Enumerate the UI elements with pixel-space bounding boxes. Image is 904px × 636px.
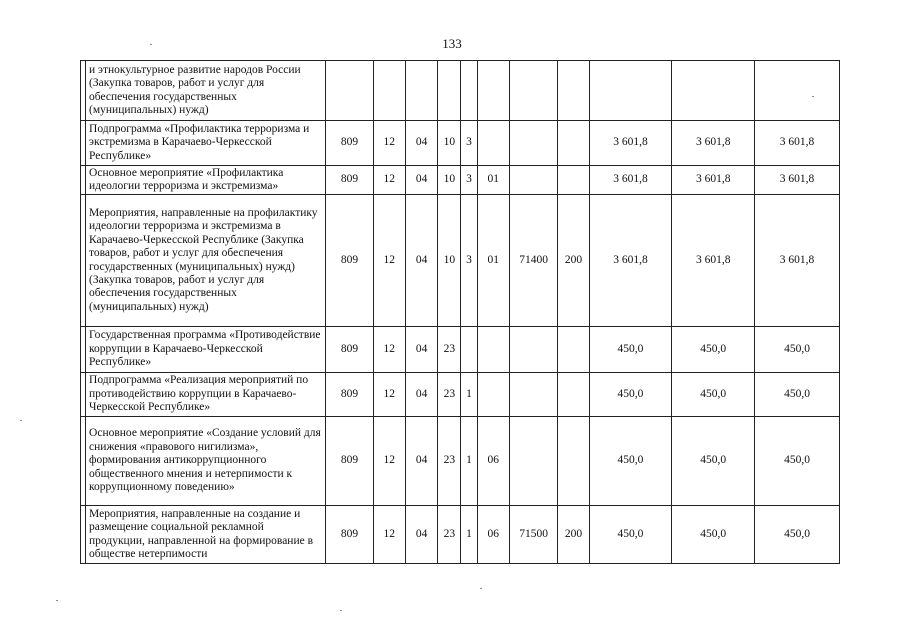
amount-year-2: 3 601,8 — [672, 166, 755, 195]
subprogram-code: 3 — [461, 195, 477, 327]
expense-type-code: 200 — [558, 506, 589, 564]
scan-speck — [150, 44, 152, 45]
page-number: 133 — [442, 36, 462, 51]
direction-code — [509, 417, 557, 506]
section-code: 12 — [373, 121, 405, 166]
table-row — [81, 166, 840, 195]
subprogram-code: 3 — [461, 166, 477, 195]
table-row — [81, 417, 840, 506]
table-row — [81, 373, 840, 417]
scan-speck — [480, 588, 482, 589]
program-code: 23 — [438, 506, 461, 564]
ministry-code: 809 — [326, 327, 373, 373]
scan-speck — [56, 600, 58, 601]
subprogram-code: 3 — [461, 121, 477, 166]
subsection-code: 04 — [405, 506, 437, 564]
table-row — [81, 61, 840, 121]
subprogram-code: 1 — [461, 506, 477, 564]
item-name: Государственная программа «Противодействие коррупции в Карачаево-Черкесской Республике» — [86, 327, 326, 373]
item-name: Подпрограмма «Профилактика терроризма и экстремизма в Карачаево-Черкесской Республике» — [86, 121, 326, 166]
subsection-code — [405, 61, 437, 121]
amount-year-3: 450,0 — [755, 373, 840, 417]
amount-year-1: 450,0 — [589, 417, 672, 506]
subprogram-code: 1 — [461, 417, 477, 506]
amount-year-3: 450,0 — [755, 506, 840, 564]
program-code: 23 — [438, 327, 461, 373]
subsection-code: 04 — [405, 121, 437, 166]
subsection-code: 04 — [405, 327, 437, 373]
section-code — [373, 61, 405, 121]
program-code: 23 — [438, 417, 461, 506]
ministry-code: 809 — [326, 417, 373, 506]
amount-year-3 — [755, 61, 840, 121]
amount-year-1: 3 601,8 — [589, 121, 672, 166]
section-code: 12 — [373, 417, 405, 506]
ministry-code: 809 — [326, 166, 373, 195]
amount-year-1: 3 601,8 — [589, 195, 672, 327]
direction-code — [509, 166, 557, 195]
direction-code — [509, 373, 557, 417]
direction-code — [509, 327, 557, 373]
table-row — [81, 327, 840, 373]
amount-year-1: 3 601,8 — [589, 166, 672, 195]
subsection-code: 04 — [405, 373, 437, 417]
expense-type-code — [558, 166, 589, 195]
ministry-code: 809 — [326, 506, 373, 564]
amount-year-1: 450,0 — [589, 506, 672, 564]
scan-speck — [340, 610, 342, 611]
direction-code — [509, 61, 557, 121]
ministry-code — [326, 61, 373, 121]
section-code: 12 — [373, 166, 405, 195]
item-name: Подпрограмма «Реализация мероприятий по противодействию коррупции в Карачаево-Черкесской Республике» — [86, 373, 326, 417]
amount-year-2: 450,0 — [672, 506, 755, 564]
subprogram-code — [461, 61, 477, 121]
program-code: 10 — [438, 121, 461, 166]
section-code: 12 — [373, 195, 405, 327]
event-code — [477, 327, 509, 373]
section-code: 12 — [373, 373, 405, 417]
amount-year-3: 3 601,8 — [755, 121, 840, 166]
direction-code — [509, 121, 557, 166]
table-body — [81, 61, 840, 564]
amount-year-2 — [672, 61, 755, 121]
section-code: 12 — [373, 327, 405, 373]
budget-table — [80, 60, 840, 564]
subprogram-code — [461, 327, 477, 373]
ministry-code: 809 — [326, 373, 373, 417]
subsection-code: 04 — [405, 195, 437, 327]
amount-year-3: 450,0 — [755, 327, 840, 373]
program-code: 10 — [438, 166, 461, 195]
expense-type-code: 200 — [558, 195, 589, 327]
amount-year-2: 450,0 — [672, 373, 755, 417]
amount-year-2: 450,0 — [672, 417, 755, 506]
expense-type-code — [558, 61, 589, 121]
event-code: 01 — [477, 166, 509, 195]
expense-type-code — [558, 373, 589, 417]
direction-code: 71500 — [509, 506, 557, 564]
amount-year-1: 450,0 — [589, 327, 672, 373]
amount-year-2: 3 601,8 — [672, 121, 755, 166]
scan-speck — [812, 96, 814, 97]
event-code — [477, 121, 509, 166]
amount-year-2: 450,0 — [672, 327, 755, 373]
item-name: Основное мероприятие «Создание условий для снижения «правового нигилизма», формирования антикоррупционного общественного мнения и нетерпимости к коррупционному поведению» — [86, 417, 326, 506]
event-code — [477, 373, 509, 417]
ministry-code: 809 — [326, 121, 373, 166]
event-code: 01 — [477, 195, 509, 327]
scan-speck — [20, 420, 22, 421]
amount-year-1 — [589, 61, 672, 121]
amount-year-3: 3 601,8 — [755, 166, 840, 195]
amount-year-3: 450,0 — [755, 417, 840, 506]
ministry-code: 809 — [326, 195, 373, 327]
amount-year-2: 3 601,8 — [672, 195, 755, 327]
section-code: 12 — [373, 506, 405, 564]
direction-code: 71400 — [509, 195, 557, 327]
subsection-code: 04 — [405, 166, 437, 195]
program-code — [438, 61, 461, 121]
table-row — [81, 506, 840, 564]
amount-year-1: 450,0 — [589, 373, 672, 417]
expense-type-code — [558, 327, 589, 373]
subsection-code: 04 — [405, 417, 437, 506]
event-code: 06 — [477, 417, 509, 506]
subprogram-code: 1 — [461, 373, 477, 417]
program-code: 23 — [438, 373, 461, 417]
table-row — [81, 195, 840, 327]
expense-type-code — [558, 417, 589, 506]
amount-year-3: 3 601,8 — [755, 195, 840, 327]
item-name: Мероприятия, направленные на создание и размещение социальной рекламной продукции, направленной на формирование в обществе нетерпимости — [86, 506, 326, 564]
event-code — [477, 61, 509, 121]
event-code: 06 — [477, 506, 509, 564]
table-row — [81, 121, 840, 166]
item-name: Мероприятия, направленные на профилактику идеологии терроризма и экстремизма в Карачаево-Черкесской Республике (Закупка товаров, работ и услуг для обеспечения государственных (муниципальных) нужд) (Закупка товаров, работ и услуг для обеспечения государственных (муниципальных) нужд) — [86, 195, 326, 327]
item-name: и этнокультурное развитие народов России (Закупка товаров, работ и услуг для обеспечения государственных (муниципальных) нужд) — [86, 61, 326, 121]
expense-type-code — [558, 121, 589, 166]
program-code: 10 — [438, 195, 461, 327]
item-name: Основное мероприятие «Профилактика идеологии терроризма и экстремизма» — [86, 166, 326, 195]
